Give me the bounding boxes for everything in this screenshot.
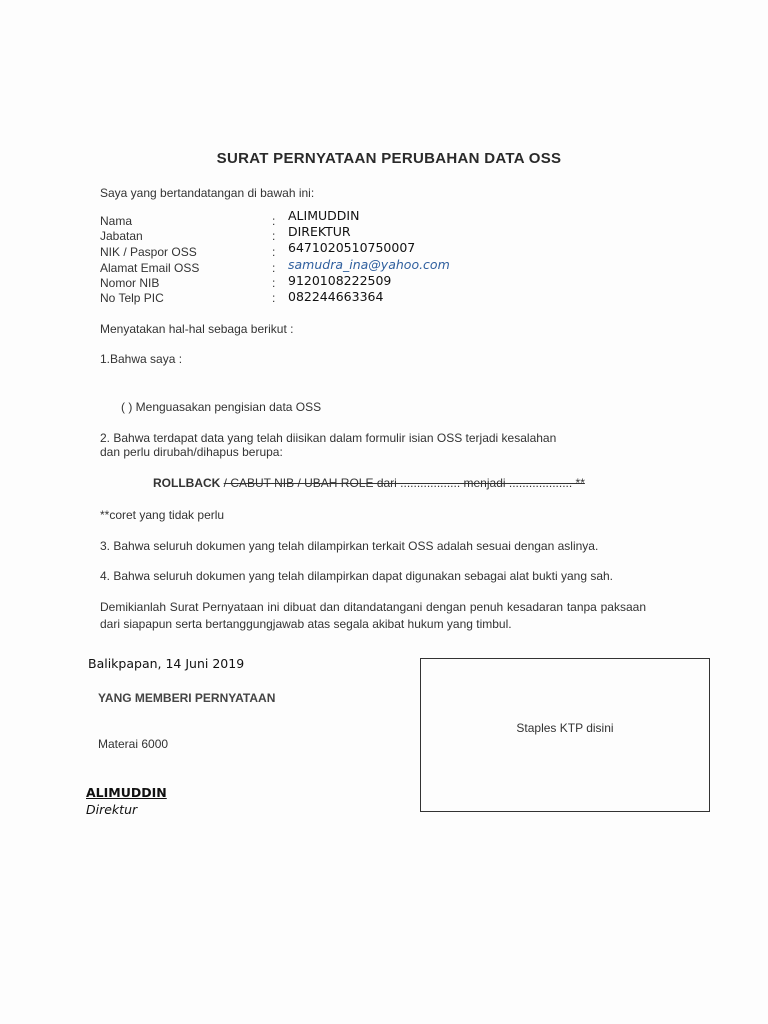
field-value-nib: 9120108222509	[288, 273, 392, 288]
field-value-telp: 082244663364	[288, 289, 384, 304]
field-colon: :	[272, 245, 276, 259]
id-card-box	[420, 658, 710, 812]
field-label-jabatan: Jabatan	[100, 229, 143, 243]
id-box-label: Staples KTP disini	[516, 721, 614, 735]
signer-heading: YANG MEMBERI PERNYATAAN	[98, 691, 276, 705]
option-struck: / CABUT NIB / UBAH ROLE dari .................. menjadi ................... **	[223, 476, 585, 490]
field-colon: :	[272, 229, 276, 243]
field-value-nama: ALIMUDDIN	[288, 208, 360, 223]
field-colon: :	[272, 291, 276, 305]
signer-name: ALIMUDDIN	[86, 785, 167, 800]
field-label-nik: NIK / Paspor OSS	[100, 245, 197, 259]
field-value-nik: 6471020510750007	[288, 240, 416, 255]
signer-role: Direktur	[86, 802, 138, 817]
point2-line1: 2. Bahwa terdapat data yang telah diisikan dalam formulir isian OSS terjadi kesalahan	[100, 431, 557, 445]
field-colon: :	[272, 276, 276, 290]
field-value-jabatan: DIREKTUR	[288, 224, 351, 239]
place-date: Balikpapan, 14 Juni 2019	[88, 656, 245, 671]
statement-intro: Menyatakan hal-hal sebaga berikut :	[100, 322, 294, 336]
intro-text: Saya yang bertandatangan di bawah ini:	[100, 186, 315, 200]
closing-paragraph: Demikianlah Surat Pernyataan ini dibuat dan ditandatangani dengan penuh kesadaran tanpa paksaan dari siapapun serta bertanggungjawab atas segala akibat hukum yang timbul.	[100, 600, 646, 631]
point1-option: ( ) Menguasakan pengisian data OSS	[121, 400, 322, 414]
field-label-email: Alamat Email OSS	[100, 261, 200, 275]
point4: 4. Bahwa seluruh dokumen yang telah dilampirkan dapat digunakan sebagai alat bukti yang sah.	[100, 569, 614, 583]
field-colon: :	[272, 214, 276, 228]
point3: 3. Bahwa seluruh dokumen yang telah dilampirkan terkait OSS adalah sesuai dengan aslinya.	[100, 539, 599, 553]
stamp-note: Materai 6000	[98, 737, 169, 751]
field-colon: :	[272, 261, 276, 275]
field-label-nama: Nama	[100, 214, 133, 228]
point2-line2: dan perlu dirubah/dihapus berupa:	[100, 445, 283, 459]
options-line	[153, 476, 585, 490]
option-rollback: ROLLBACK	[153, 476, 221, 490]
point1-heading: 1.Bahwa saya :	[100, 352, 183, 366]
field-value-email: samudra_ina@yahoo.com	[288, 257, 450, 272]
footnote: **coret yang tidak perlu	[100, 508, 225, 522]
field-label-telp: No Telp PIC	[100, 291, 164, 305]
document-title: SURAT PERNYATAAN PERUBAHAN DATA OSS	[216, 150, 562, 167]
field-label-nib: Nomor NIB	[100, 276, 160, 290]
